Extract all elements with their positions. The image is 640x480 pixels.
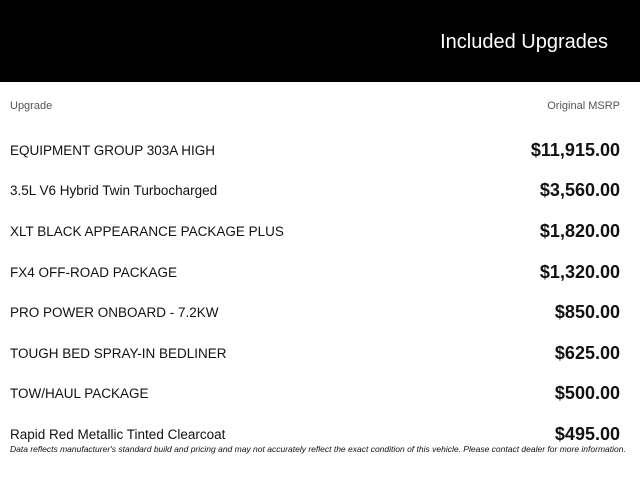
table-row (10, 333, 620, 374)
upgrade-name: 3.5L V6 Hybrid Twin Turbocharged (10, 183, 218, 199)
upgrade-price: $500.00 (554, 383, 620, 404)
table-row (10, 252, 620, 293)
upgrade-name: TOUGH BED SPRAY-IN BEDLINER (10, 345, 227, 361)
disclaimer-footnote: Data reflects manufacturer's standard build and pricing and may not accurately reflect the exact condition of this vehicle. Please contact dealer for more information. (10, 444, 626, 454)
table-row (10, 130, 620, 171)
table-row (10, 292, 620, 333)
page-title: Included Upgrades (440, 31, 608, 53)
upgrade-price: $625.00 (554, 342, 620, 363)
upgrade-name: TOW/HAUL PACKAGE (10, 386, 149, 402)
table-header (10, 82, 620, 130)
upgrade-name: EQUIPMENT GROUP 303A HIGH (10, 142, 216, 158)
column-header-upgrade: Upgrade (10, 100, 53, 112)
upgrade-price: $850.00 (554, 302, 620, 323)
upgrade-price: $11,915.00 (530, 139, 620, 160)
table-row (10, 211, 620, 252)
table-row (10, 374, 620, 415)
table-row (10, 171, 620, 212)
upgrade-price: $495.00 (554, 423, 620, 444)
upgrade-name: FX4 OFF-ROAD PACKAGE (10, 264, 178, 280)
upgrade-price: $1,320.00 (539, 261, 620, 282)
column-header-msrp: Original MSRP (547, 100, 620, 112)
upgrade-name: Rapid Red Metallic Tinted Clearcoat (10, 426, 226, 442)
upgrade-price: $3,560.00 (539, 180, 620, 201)
upgrade-price: $1,820.00 (539, 220, 620, 241)
header-banner (0, 0, 640, 82)
upgrades-table (10, 82, 620, 455)
upgrade-name: XLT BLACK APPEARANCE PACKAGE PLUS (10, 223, 284, 239)
upgrade-name: PRO POWER ONBOARD - 7.2KW (10, 305, 219, 321)
